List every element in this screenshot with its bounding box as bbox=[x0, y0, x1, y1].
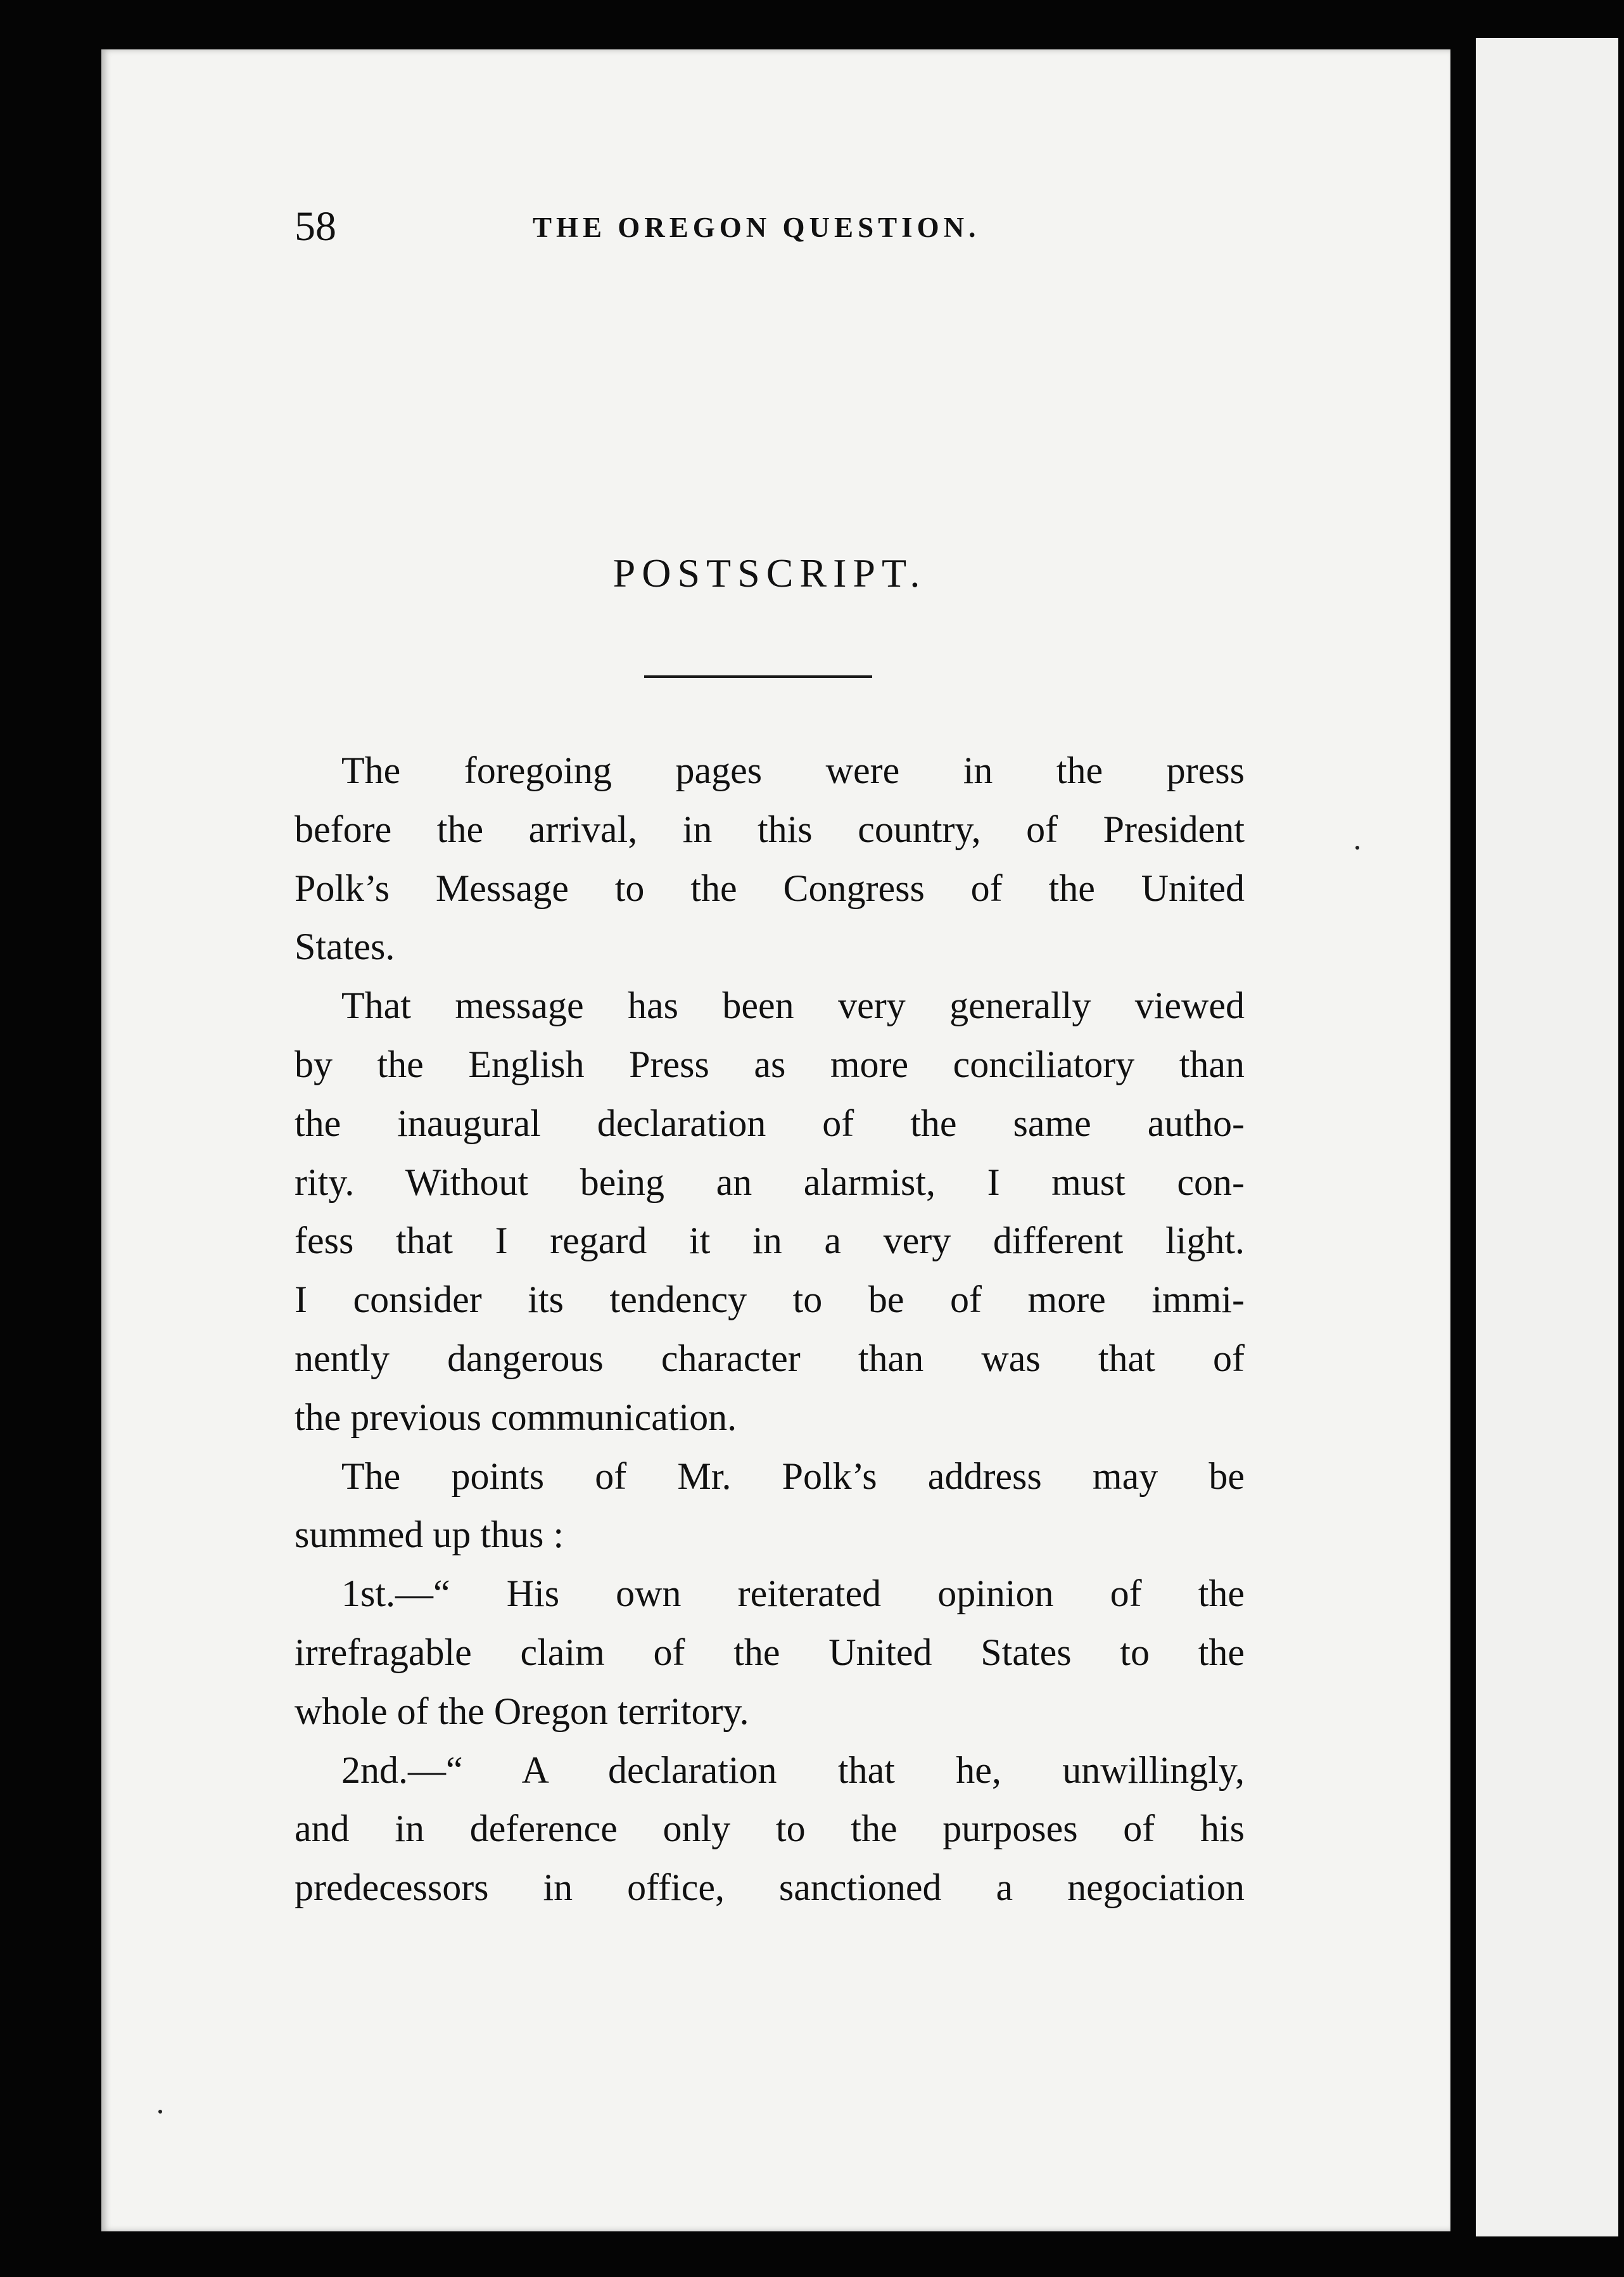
text-line: States. bbox=[295, 926, 395, 968]
text-line: fess that I regard it in a very different light. bbox=[295, 1220, 1245, 1262]
text-line: whole of the Oregon territory. bbox=[295, 1690, 749, 1732]
section-heading: POSTSCRIPT. bbox=[612, 551, 927, 596]
text-line: That message has been very generally viewed bbox=[341, 985, 1245, 1027]
text-line: before the arrival, in this country, of President bbox=[295, 808, 1245, 850]
text-line: and in deference only to the purposes of his bbox=[295, 1808, 1245, 1850]
text-line: Polk’s Message to the Congress of the United bbox=[295, 867, 1245, 909]
page-number: 58 bbox=[295, 203, 336, 250]
text-line: nently dangerous character than was that of bbox=[295, 1337, 1245, 1379]
text-line: summed up thus : bbox=[295, 1514, 564, 1556]
text-line: 2nd.—“ A declaration that he, unwillingly, bbox=[341, 1749, 1245, 1791]
scan-speck bbox=[158, 2110, 162, 2114]
text-line: irrefragable claim of the United States to the bbox=[295, 1631, 1245, 1673]
running-title: THE OREGON QUESTION. bbox=[533, 212, 980, 243]
facing-page-edge bbox=[1476, 38, 1618, 2236]
heading-rule bbox=[644, 675, 872, 678]
body-text bbox=[295, 741, 1245, 1917]
text-line: rity. Without being an alarmist, I must con- bbox=[295, 1161, 1245, 1203]
text-line: I consider its tendency to be of more immi- bbox=[295, 1279, 1245, 1321]
text-line: the inaugural declaration of the same autho- bbox=[295, 1102, 1245, 1144]
text-line: The points of Mr. Polk’s address may be bbox=[341, 1455, 1245, 1497]
text-line: the previous communication. bbox=[295, 1396, 737, 1438]
text-line: by the English Press as more conciliatory than bbox=[295, 1043, 1245, 1085]
text-line: predecessors in office, sanctioned a negociation bbox=[295, 1866, 1245, 1909]
scan-speck bbox=[1355, 846, 1359, 850]
running-head bbox=[295, 201, 999, 252]
text-line: 1st.—“ His own reiterated opinion of the bbox=[341, 1572, 1245, 1615]
text-line: The foregoing pages were in the press bbox=[341, 749, 1245, 791]
